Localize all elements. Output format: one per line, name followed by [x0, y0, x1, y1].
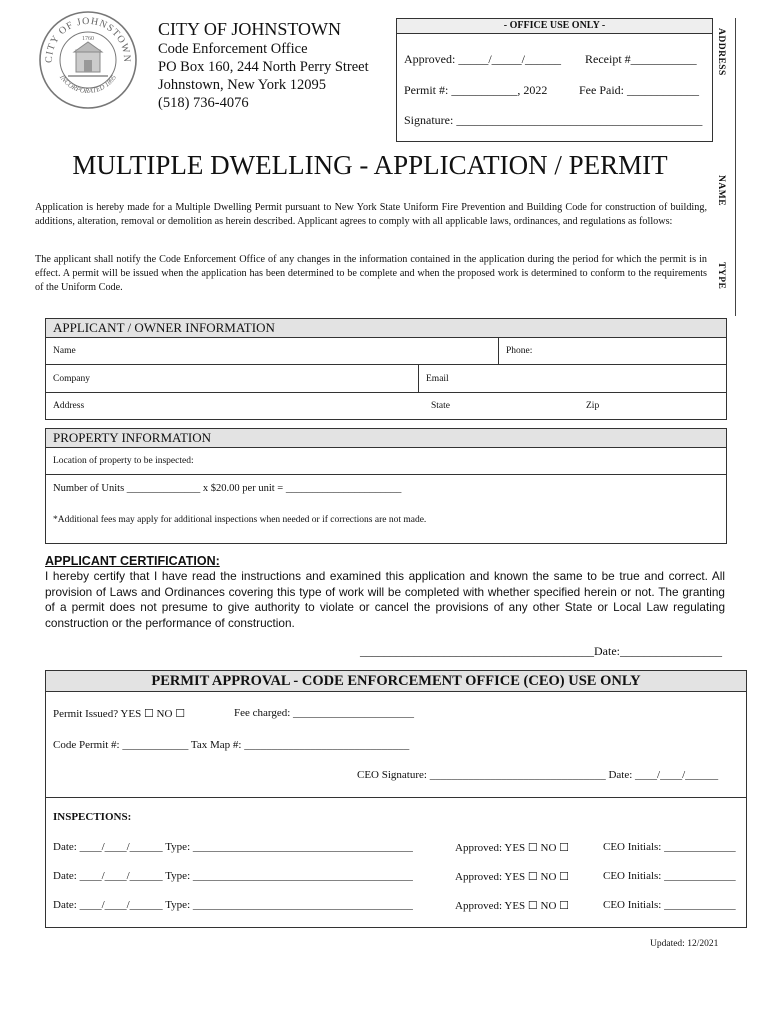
office-name: Code Enforcement Office	[158, 41, 308, 57]
zip-label: Zip	[586, 401, 600, 411]
property-heading: PROPERTY INFORMATION	[46, 429, 726, 448]
side-label-address: ADDRESS	[716, 28, 726, 76]
state-label: State	[431, 401, 450, 411]
ceo-signature-date-field[interactable]: CEO Signature: ________________________________ Date: ____/____/______	[357, 769, 719, 781]
city-name: CITY OF JOHNSTOWN	[158, 19, 342, 39]
inspection-3-initials[interactable]: CEO Initials: _____________	[603, 899, 736, 911]
certification-text: I hereby certify that I have read the instructions and examined this application and known the same to be true and correct. All provision of Laws and Ordinances covering this type of work will be completed with whether specified herein or not. The granting of a permit does not presume to give authority to violate or cancel the provisions of any other State or Local Law regulating construction or the performance of construction.	[45, 569, 725, 630]
approved-date-field[interactable]: Approved: _____/_____/______	[404, 52, 561, 66]
permit-issued-checkboxes[interactable]: Permit Issued? YES ☐ NO ☐	[53, 708, 186, 720]
inspection-3-approved[interactable]: Approved: YES ☐ NO ☐	[455, 900, 570, 912]
address-line-1: PO Box 160, 244 North Perry Street	[158, 59, 369, 75]
inspection-2-initials[interactable]: CEO Initials: _____________	[603, 870, 736, 882]
svg-text:CITY OF JOHNSTOWN: CITY OF JOHNSTOWN	[43, 15, 133, 64]
permit-number-field[interactable]: Permit #: ___________, 2022	[404, 83, 548, 97]
city-seal-logo	[38, 10, 138, 110]
applicant-heading: APPLICANT / OWNER INFORMATION	[46, 319, 726, 338]
number-of-units-field[interactable]: Number of Units ______________ x $20.00 per unit = ______________________	[53, 483, 402, 494]
location-label: Location of property to be inspected:	[53, 456, 194, 466]
phone-label: Phone:	[506, 346, 533, 356]
side-label-type: TYPE	[716, 262, 726, 290]
address-label: Address	[53, 401, 85, 411]
office-use-box	[396, 18, 713, 142]
applicant-phone-field[interactable]	[499, 338, 532, 364]
svg-text:1760: 1760	[82, 36, 94, 42]
office-header	[158, 18, 369, 112]
applicant-address-field[interactable]	[46, 393, 84, 419]
code-permit-tax-map-field[interactable]: Code Permit #: ____________ Tax Map #: ______________________________	[53, 739, 410, 751]
permit-approval-section	[45, 670, 747, 928]
inspection-3-date-type[interactable]: Date: ____/____/______ Type: ________________________________________	[53, 899, 413, 911]
applicant-email-field[interactable]	[419, 365, 449, 392]
inspection-1-date-type[interactable]: Date: ____/____/______ Type: ________________________________________	[53, 841, 413, 853]
property-section	[45, 428, 727, 544]
side-label-name: NAME	[716, 175, 726, 207]
permit-divider	[46, 797, 746, 798]
receipt-field[interactable]: Receipt #___________	[585, 52, 697, 66]
email-label: Email	[426, 373, 449, 384]
applicant-signature-date-field[interactable]: _______________________________________Date:_________________	[360, 644, 722, 658]
intro-paragraph-1: Application is hereby made for a Multiple Dwelling Permit pursuant to New York State Uniform Fire Prevention and Building Code for construction of building, additions, alteration, removal or demolition as herein described. Applicant agrees to comply with all applicable laws, ordinances, and regulations as follows:	[35, 202, 707, 227]
applicant-zip-field[interactable]	[579, 393, 599, 419]
applicant-section	[45, 318, 727, 420]
office-signature-field[interactable]: Signature: _________________________________________	[404, 113, 703, 127]
office-use-title: - OFFICE USE ONLY -	[397, 19, 712, 34]
inspection-1-initials[interactable]: CEO Initials: _____________	[603, 841, 736, 853]
address-line-2: Johnstown, New York 12095	[158, 77, 326, 93]
applicant-company-field[interactable]	[46, 365, 419, 392]
applicant-name-field[interactable]	[46, 338, 499, 364]
intro-paragraph-2: The applicant shall notify the Code Enforcement Office of any changes in the information contained in the application during the period for which the permit is in effect. A permit will be issued when the application has been determined to be complete and when the proposed work is determined to conform to the requirements of the Uniform Code.	[35, 254, 707, 293]
property-location-field[interactable]	[46, 448, 194, 474]
inspection-2-date-type[interactable]: Date: ____/____/______ Type: ________________________________________	[53, 870, 413, 882]
company-label: Company	[53, 373, 90, 384]
fee-paid-field[interactable]: Fee Paid: ____________	[579, 83, 699, 97]
office-phone: (518) 736-4076	[158, 95, 249, 111]
updated-date: Updated: 12/2021	[650, 939, 719, 949]
svg-text:INCORPORATED 1895: INCORPORATED 1895	[58, 73, 118, 95]
fee-charged-field[interactable]: Fee charged: ______________________	[234, 707, 415, 719]
name-label: Name	[53, 346, 76, 356]
inspections-heading: INSPECTIONS:	[53, 811, 132, 823]
applicant-state-field[interactable]	[424, 393, 450, 419]
additional-fees-note: *Additional fees may apply for additional inspections when needed or if corrections are not made.	[53, 515, 427, 525]
inspection-1-approved[interactable]: Approved: YES ☐ NO ☐	[455, 842, 570, 854]
certification-heading: APPLICANT CERTIFICATION:	[45, 554, 220, 568]
inspection-2-approved[interactable]: Approved: YES ☐ NO ☐	[455, 871, 570, 883]
page-title: MULTIPLE DWELLING - APPLICATION / PERMIT	[72, 150, 668, 180]
permit-approval-heading: PERMIT APPROVAL - CODE ENFORCEMENT OFFICE (CEO) USE ONLY	[46, 671, 746, 692]
